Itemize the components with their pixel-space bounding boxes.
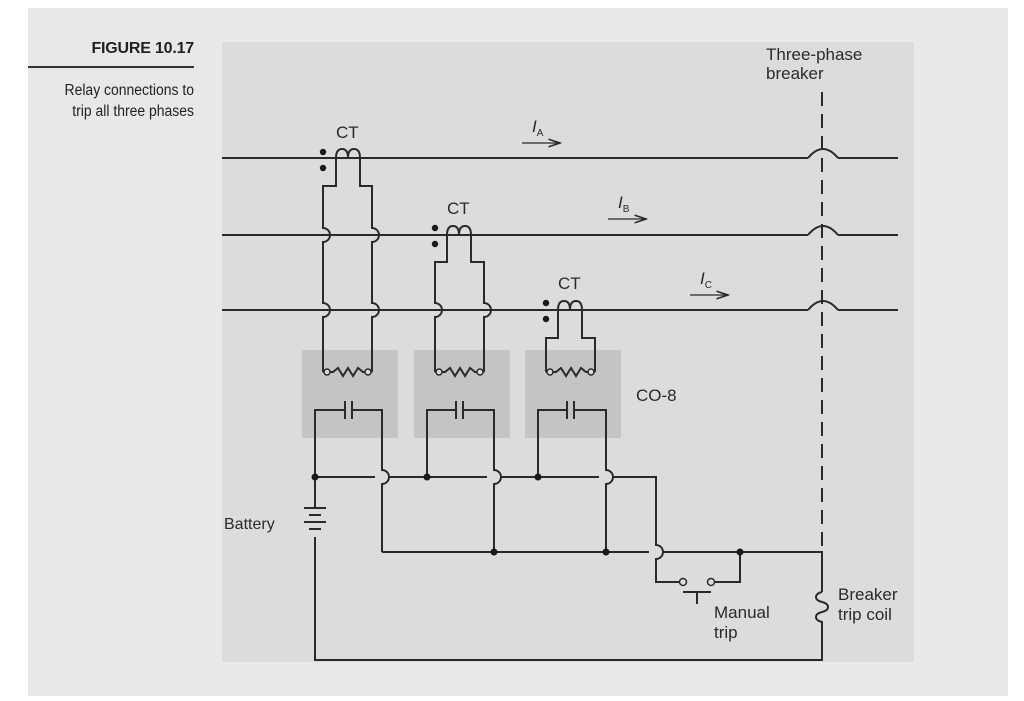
relay-box-b (414, 350, 510, 438)
relay-box-a (302, 350, 398, 438)
trip-coil-label-line2: trip coil (838, 605, 892, 624)
manual-trip-label-line1: Manual (714, 603, 770, 622)
ct-label-b: CT (447, 199, 470, 218)
breaker-label-line2: breaker (766, 64, 824, 83)
breaker-label-line1: Three-phase (766, 45, 863, 64)
current-label-a: $I_A$ (532, 117, 544, 139)
current-label-c: $I_C$ (700, 269, 712, 291)
ct-label-c: CT (558, 274, 581, 293)
current-label-b: $I_B$ (618, 193, 630, 215)
relay-label: CO-8 (636, 386, 677, 405)
ct-label-a: CT (336, 123, 359, 142)
trip-coil-label-line1: Breaker (838, 585, 898, 604)
manual-trip-label-line2: trip (714, 623, 738, 642)
figure-description: Relay connections to trip all three phases (64, 82, 194, 120)
battery-label: Battery (224, 516, 275, 533)
figure-label: FIGURE 10.17 (28, 40, 194, 68)
